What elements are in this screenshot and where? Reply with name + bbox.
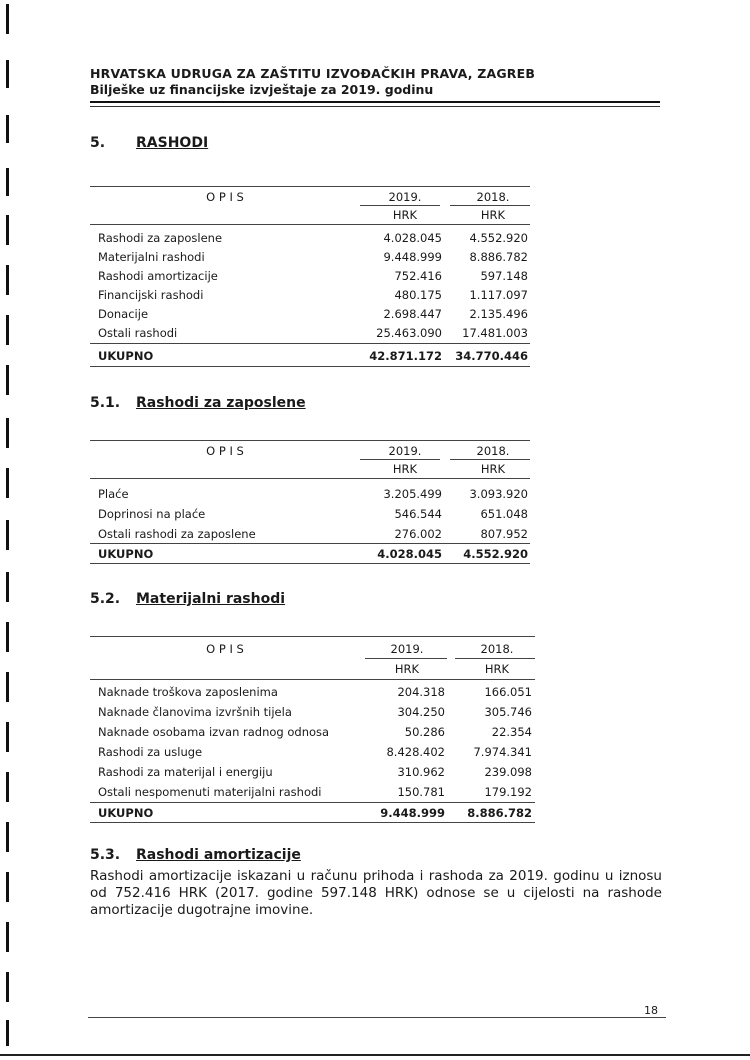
total-2019: 42.871.172 bbox=[369, 349, 442, 363]
col-2019-header: 2019. bbox=[388, 444, 422, 458]
table-total-row bbox=[90, 545, 530, 563]
table-row bbox=[90, 723, 535, 741]
section-title: Materijalni rashodi bbox=[136, 591, 286, 607]
section-5-2-heading bbox=[90, 591, 285, 607]
value-2018: 2.135.496 bbox=[469, 307, 528, 321]
row-label: Financijski rashodi bbox=[98, 288, 204, 302]
value-2019: 3.205.499 bbox=[383, 487, 442, 501]
table-header-row bbox=[90, 188, 530, 206]
col-2019-header: 2019. bbox=[390, 642, 424, 656]
row-label: Donacije bbox=[98, 307, 149, 321]
binder-mark bbox=[6, 265, 9, 295]
section-5-1-heading bbox=[90, 395, 306, 411]
table-row bbox=[90, 703, 535, 721]
binder-mark bbox=[6, 972, 9, 1002]
binder-mark bbox=[6, 468, 9, 498]
table-total-row bbox=[90, 804, 535, 822]
value-2019: 8.428.402 bbox=[386, 745, 445, 759]
binder-mark bbox=[6, 772, 9, 802]
table-header-row bbox=[90, 640, 535, 658]
binder-mark bbox=[6, 60, 9, 88]
section-number: 5.1. bbox=[90, 395, 121, 411]
row-label: Rashodi amortizacije bbox=[98, 269, 218, 283]
table-row bbox=[90, 505, 530, 523]
row-label: Naknade troškova zaposlenima bbox=[98, 685, 278, 699]
table-row bbox=[90, 229, 530, 247]
total-label: UKUPNO bbox=[98, 349, 154, 363]
row-label: Rashodi za materijal i energiju bbox=[98, 765, 273, 779]
col-2018-currency: HRK bbox=[484, 662, 510, 676]
page-bottom-edge bbox=[0, 1054, 750, 1056]
value-2018: 4.552.920 bbox=[469, 231, 528, 245]
value-2019: 480.175 bbox=[394, 288, 442, 302]
value-2019: 50.286 bbox=[404, 725, 445, 739]
table-row bbox=[90, 763, 535, 781]
document-org-title: HRVATSKA UDRUGA ZA ZAŠTITU IZVOĐAČKIH PRAVA, ZAGREB bbox=[90, 66, 536, 81]
table-total-row bbox=[90, 347, 530, 365]
total-2018: 34.770.446 bbox=[455, 349, 528, 363]
table-header-row bbox=[90, 442, 530, 460]
binder-mark bbox=[6, 872, 9, 902]
table-currency-row bbox=[90, 206, 530, 224]
section-number: 5.3. bbox=[90, 847, 121, 863]
section-5-heading bbox=[90, 135, 208, 151]
binder-mark bbox=[6, 520, 9, 550]
value-2018: 179.192 bbox=[484, 785, 532, 799]
table-row bbox=[90, 743, 535, 761]
col-opis-header: O P I S bbox=[206, 190, 244, 204]
table-row bbox=[90, 267, 530, 285]
total-label: UKUPNO bbox=[98, 547, 154, 561]
value-2019: 9.448.999 bbox=[383, 250, 442, 264]
col-2018-header: 2018. bbox=[480, 642, 514, 656]
binder-mark bbox=[6, 622, 9, 652]
row-label: Materijalni rashodi bbox=[98, 250, 205, 264]
binder-mark bbox=[6, 922, 9, 952]
total-2019: 9.448.999 bbox=[380, 806, 445, 820]
table-currency-row bbox=[90, 660, 535, 678]
value-2019: 310.962 bbox=[397, 765, 445, 779]
section-title: Rashodi amortizacije bbox=[136, 847, 301, 863]
value-2018: 8.886.782 bbox=[469, 250, 528, 264]
value-2019: 752.416 bbox=[394, 269, 442, 283]
value-2018: 22.354 bbox=[491, 725, 532, 739]
page-number: 18 bbox=[644, 1004, 658, 1017]
binder-mark bbox=[6, 572, 9, 602]
value-2018: 597.148 bbox=[480, 269, 528, 283]
header-divider bbox=[90, 101, 660, 103]
footer-divider bbox=[88, 1017, 666, 1018]
table-row bbox=[90, 286, 530, 304]
binder-mark bbox=[6, 722, 9, 752]
binder-mark bbox=[6, 168, 9, 196]
row-label: Ostali rashodi bbox=[98, 326, 178, 340]
row-label: Ostali rashodi za zaposlene bbox=[98, 527, 256, 541]
col-2018-currency: HRK bbox=[480, 208, 506, 222]
value-2018: 239.098 bbox=[484, 765, 532, 779]
binder-mark bbox=[6, 1020, 9, 1046]
total-label: UKUPNO bbox=[98, 806, 154, 820]
value-2018: 17.481.003 bbox=[462, 326, 528, 340]
total-2018: 8.886.782 bbox=[467, 806, 532, 820]
section-title: Rashodi za zaposlene bbox=[136, 395, 306, 411]
section-5-3-paragraph: Rashodi amortizacije iskazani u računu prihoda i rashoda za 2019. godinu u iznosu od 752.416 HRK (2017. godine 597.148 HRK) odnose se u cijelosti na rashode amortizacije dugotrajne imovine. bbox=[90, 868, 662, 918]
binder-mark bbox=[6, 215, 9, 245]
table-currency-row bbox=[90, 460, 530, 478]
section-5-3-heading bbox=[90, 847, 301, 863]
binder-mark bbox=[6, 418, 9, 448]
table-row bbox=[90, 485, 530, 503]
table-row bbox=[90, 305, 530, 323]
binder-mark bbox=[6, 115, 9, 143]
total-2018: 4.552.920 bbox=[463, 547, 528, 561]
section-number: 5.2. bbox=[90, 591, 121, 607]
table-row bbox=[90, 783, 535, 801]
value-2019: 546.544 bbox=[394, 507, 442, 521]
document-subtitle: Bilješke uz financijske izvještaje za 2019. godinu bbox=[90, 82, 434, 97]
table-row bbox=[90, 324, 530, 342]
value-2018: 651.048 bbox=[480, 507, 528, 521]
col-2019-currency: HRK bbox=[392, 208, 418, 222]
value-2019: 304.250 bbox=[397, 705, 445, 719]
col-2018-currency: HRK bbox=[480, 462, 506, 476]
row-label: Rashodi za zaposlene bbox=[98, 231, 223, 245]
row-label: Rashodi za usluge bbox=[98, 745, 203, 759]
binder-mark bbox=[6, 822, 9, 852]
value-2019: 25.463.090 bbox=[376, 326, 442, 340]
col-2018-header: 2018. bbox=[476, 190, 510, 204]
binder-mark bbox=[6, 315, 9, 345]
binder-mark bbox=[6, 672, 9, 702]
col-2019-header: 2019. bbox=[388, 190, 422, 204]
table-row bbox=[90, 683, 535, 701]
binder-mark bbox=[6, 365, 9, 395]
table-row bbox=[90, 248, 530, 266]
col-opis-header: O P I S bbox=[206, 444, 244, 458]
section-title: RASHODI bbox=[136, 135, 209, 151]
value-2018: 166.051 bbox=[484, 685, 532, 699]
value-2019: 4.028.045 bbox=[383, 231, 442, 245]
header-divider-thin bbox=[90, 106, 660, 107]
col-2018-header: 2018. bbox=[476, 444, 510, 458]
binder-mark bbox=[6, 4, 9, 34]
row-label: Doprinosi na plaće bbox=[98, 507, 206, 521]
value-2019: 150.781 bbox=[397, 785, 445, 799]
value-2019: 204.318 bbox=[397, 685, 445, 699]
row-label: Naknade osobama izvan radnog odnosa bbox=[98, 725, 330, 739]
col-2019-currency: HRK bbox=[392, 462, 418, 476]
value-2018: 7.974.341 bbox=[473, 745, 532, 759]
total-2019: 4.028.045 bbox=[377, 547, 442, 561]
value-2018: 807.952 bbox=[480, 527, 528, 541]
value-2019: 2.698.447 bbox=[383, 307, 442, 321]
col-opis-header: O P I S bbox=[206, 642, 244, 656]
value-2018: 305.746 bbox=[484, 705, 532, 719]
value-2019: 276.002 bbox=[394, 527, 442, 541]
row-label: Plaće bbox=[98, 487, 129, 501]
row-label: Naknade članovima izvršnih tijela bbox=[98, 705, 292, 719]
value-2018: 3.093.920 bbox=[469, 487, 528, 501]
table-row bbox=[90, 525, 530, 543]
col-2019-currency: HRK bbox=[394, 662, 420, 676]
section-number: 5. bbox=[90, 135, 106, 151]
value-2018: 1.117.097 bbox=[469, 288, 528, 302]
row-label: Ostali nespomenuti materijalni rashodi bbox=[98, 785, 322, 799]
